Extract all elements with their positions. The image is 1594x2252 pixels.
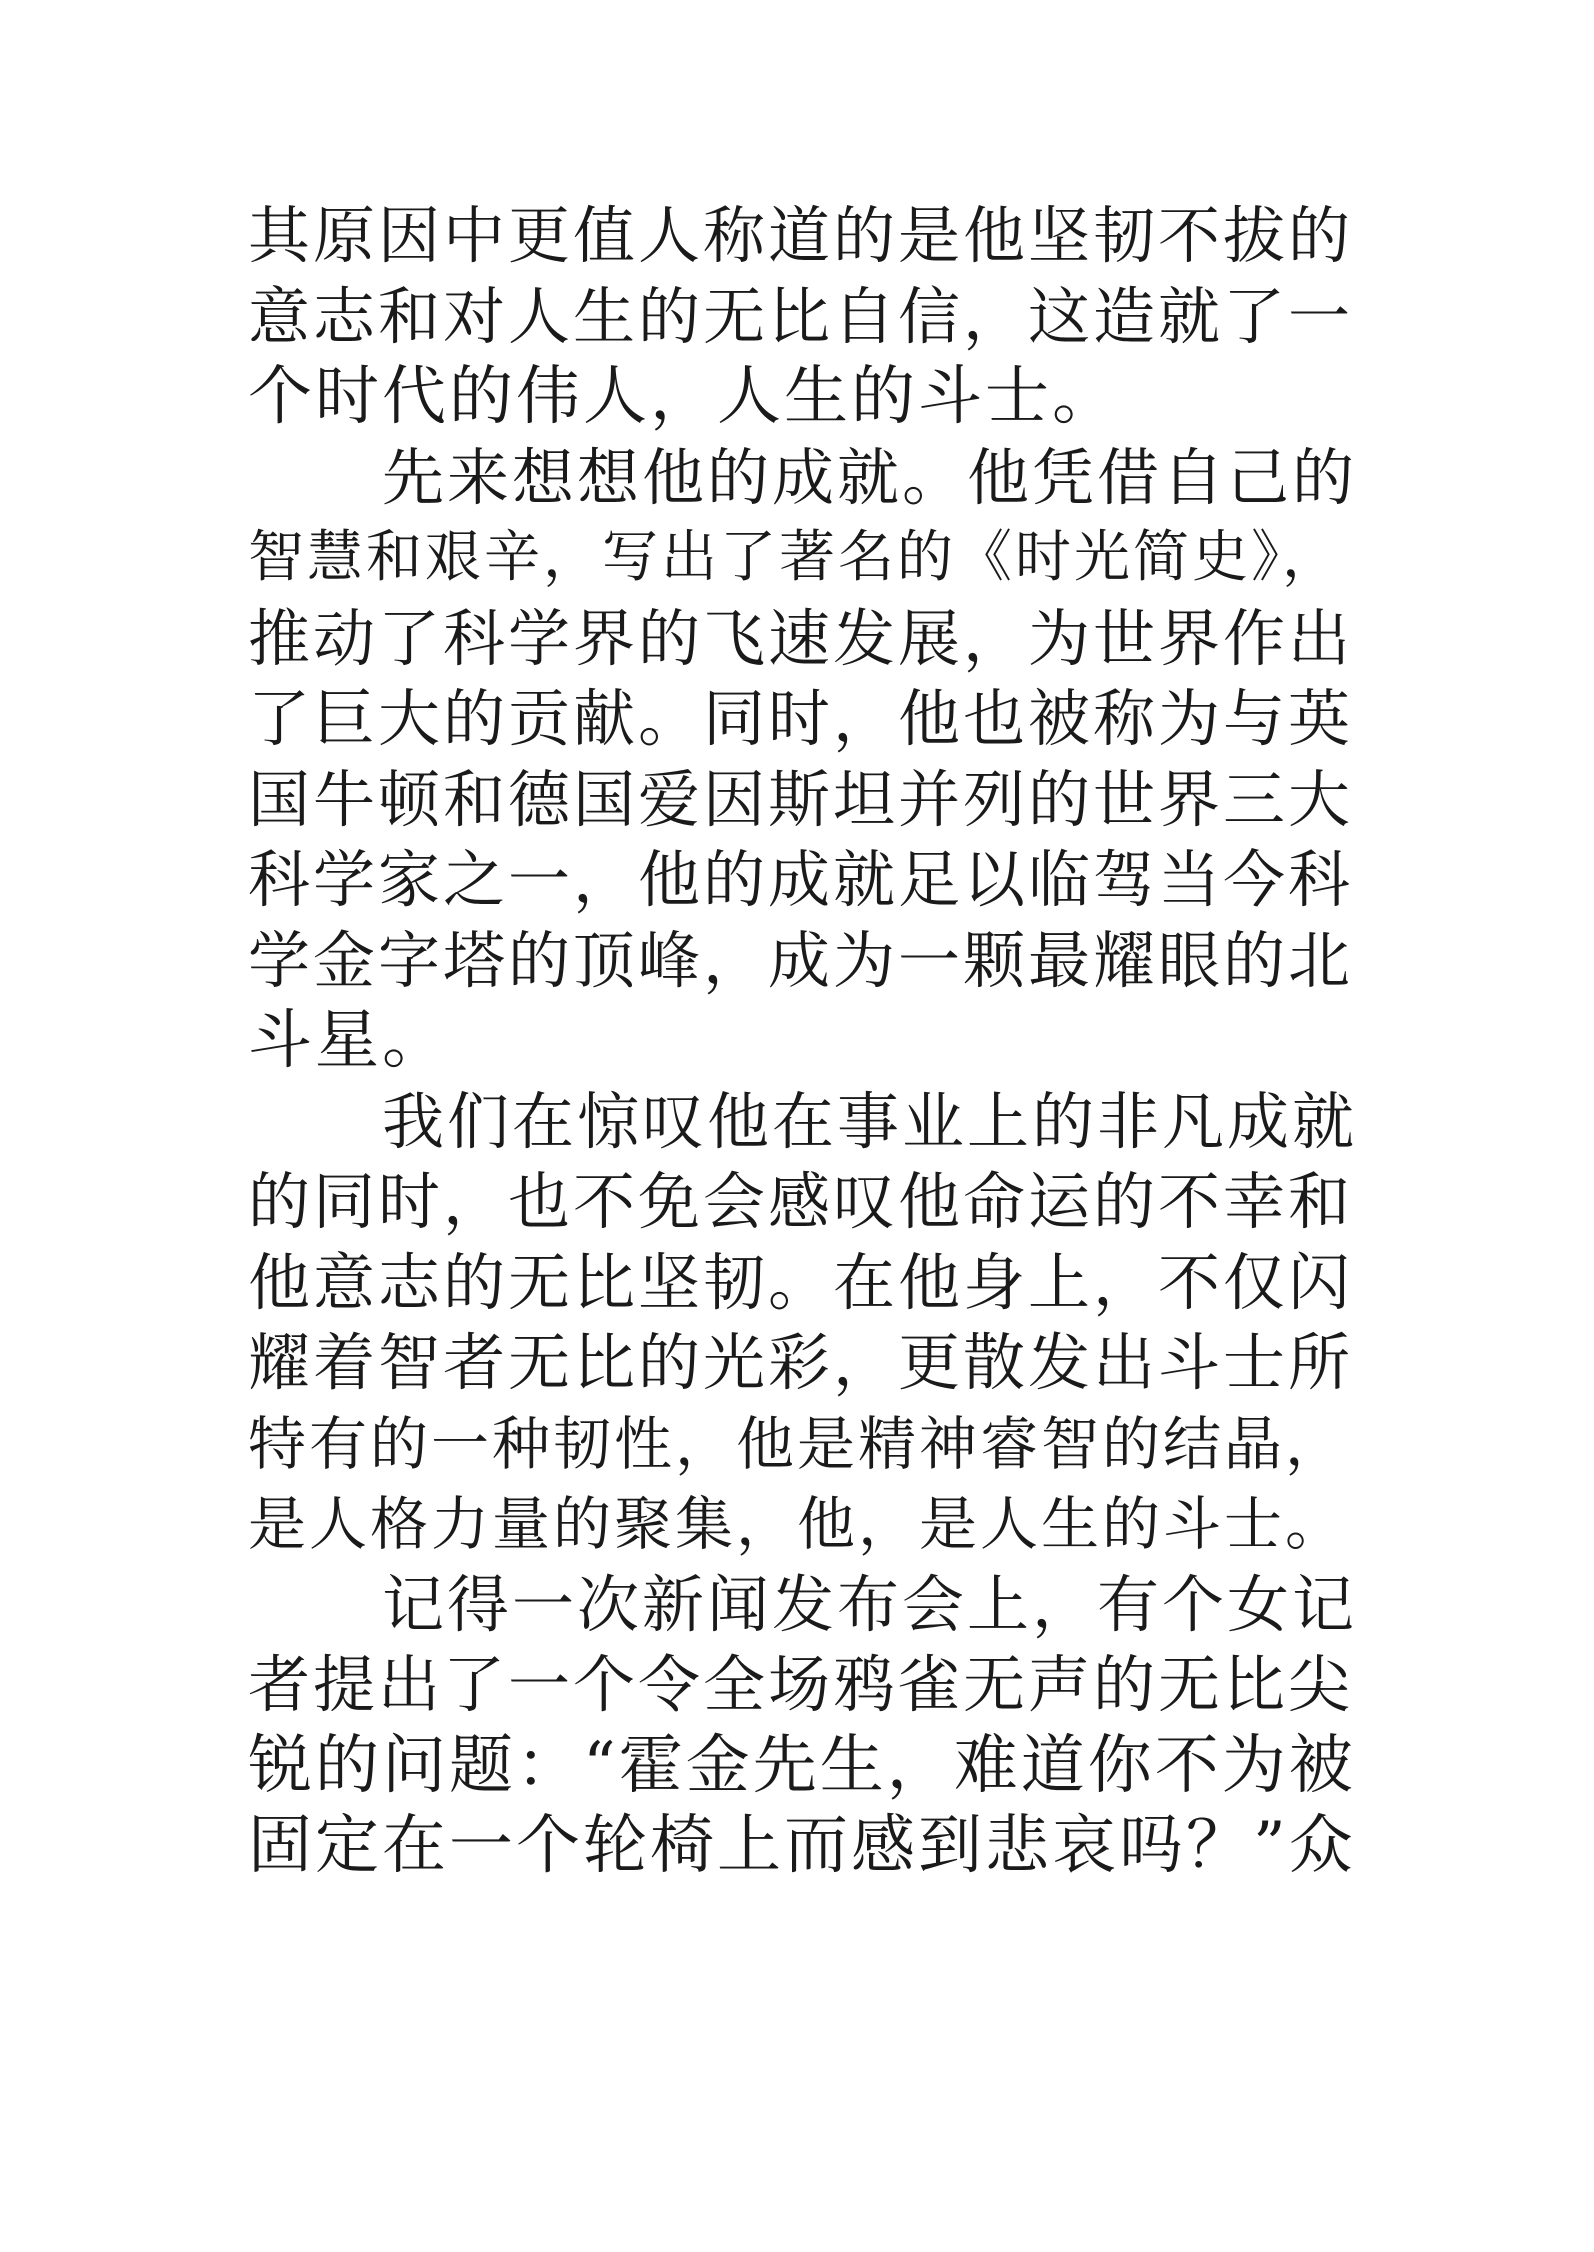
text-line: 科学家之一，他的成就足以临驾当今科 bbox=[248, 843, 1354, 916]
text-line: 其原因中更值人称道的是他坚韧不拔的 bbox=[248, 199, 1354, 272]
text-line: 耀着智者无比的光彩，更散发出斗士所 bbox=[248, 1326, 1354, 1399]
text-line: 固定在一个轮椅上而感到悲哀吗？”众 bbox=[248, 1809, 1356, 1883]
text-line: 记得一次新闻发布会上，有个女记 bbox=[382, 1567, 1358, 1641]
text-line: 斗星。 bbox=[248, 1004, 449, 1078]
text-line: 智慧和艰辛，写出了著名的《时光简史》， bbox=[248, 525, 1341, 590]
text-line: 的同时，也不免会感叹他命运的不幸和 bbox=[248, 1165, 1354, 1238]
essay-body bbox=[248, 196, 1358, 1887]
text-line: 学金字塔的顶峰，成为一颗最耀眼的北 bbox=[248, 923, 1354, 997]
text-line: 我们在惊叹他在事业上的非凡成就 bbox=[382, 1084, 1358, 1158]
text-line: 先来想想他的成就。他凭借自己的 bbox=[382, 440, 1358, 514]
text-line: 个时代的伟人，人生的斗士。 bbox=[248, 360, 1119, 434]
text-line: 了巨大的贡献。同时，他也被称为与英 bbox=[248, 682, 1354, 755]
text-line: 是人格力量的聚集，他，是人生的斗士。 bbox=[248, 1490, 1347, 1558]
text-line: 锐的问题：“霍金先生，难道你不为被 bbox=[248, 1728, 1356, 1803]
text-line: 推动了科学界的飞速发展，为世界作出 bbox=[248, 601, 1354, 675]
text-line: 他意志的无比坚韧。在他身上，不仅闪 bbox=[248, 1245, 1354, 1319]
text-line: 意志和对人生的无比自信，这造就了一 bbox=[248, 279, 1354, 353]
text-line: 国牛顿和德国爱因斯坦并列的世界三大 bbox=[248, 762, 1354, 836]
text-line: 者提出了一个令全场鸦雀无声的无比尖 bbox=[248, 1648, 1354, 1721]
text-line: 特有的一种韧性，他是精神睿智的结晶， bbox=[248, 1409, 1347, 1478]
